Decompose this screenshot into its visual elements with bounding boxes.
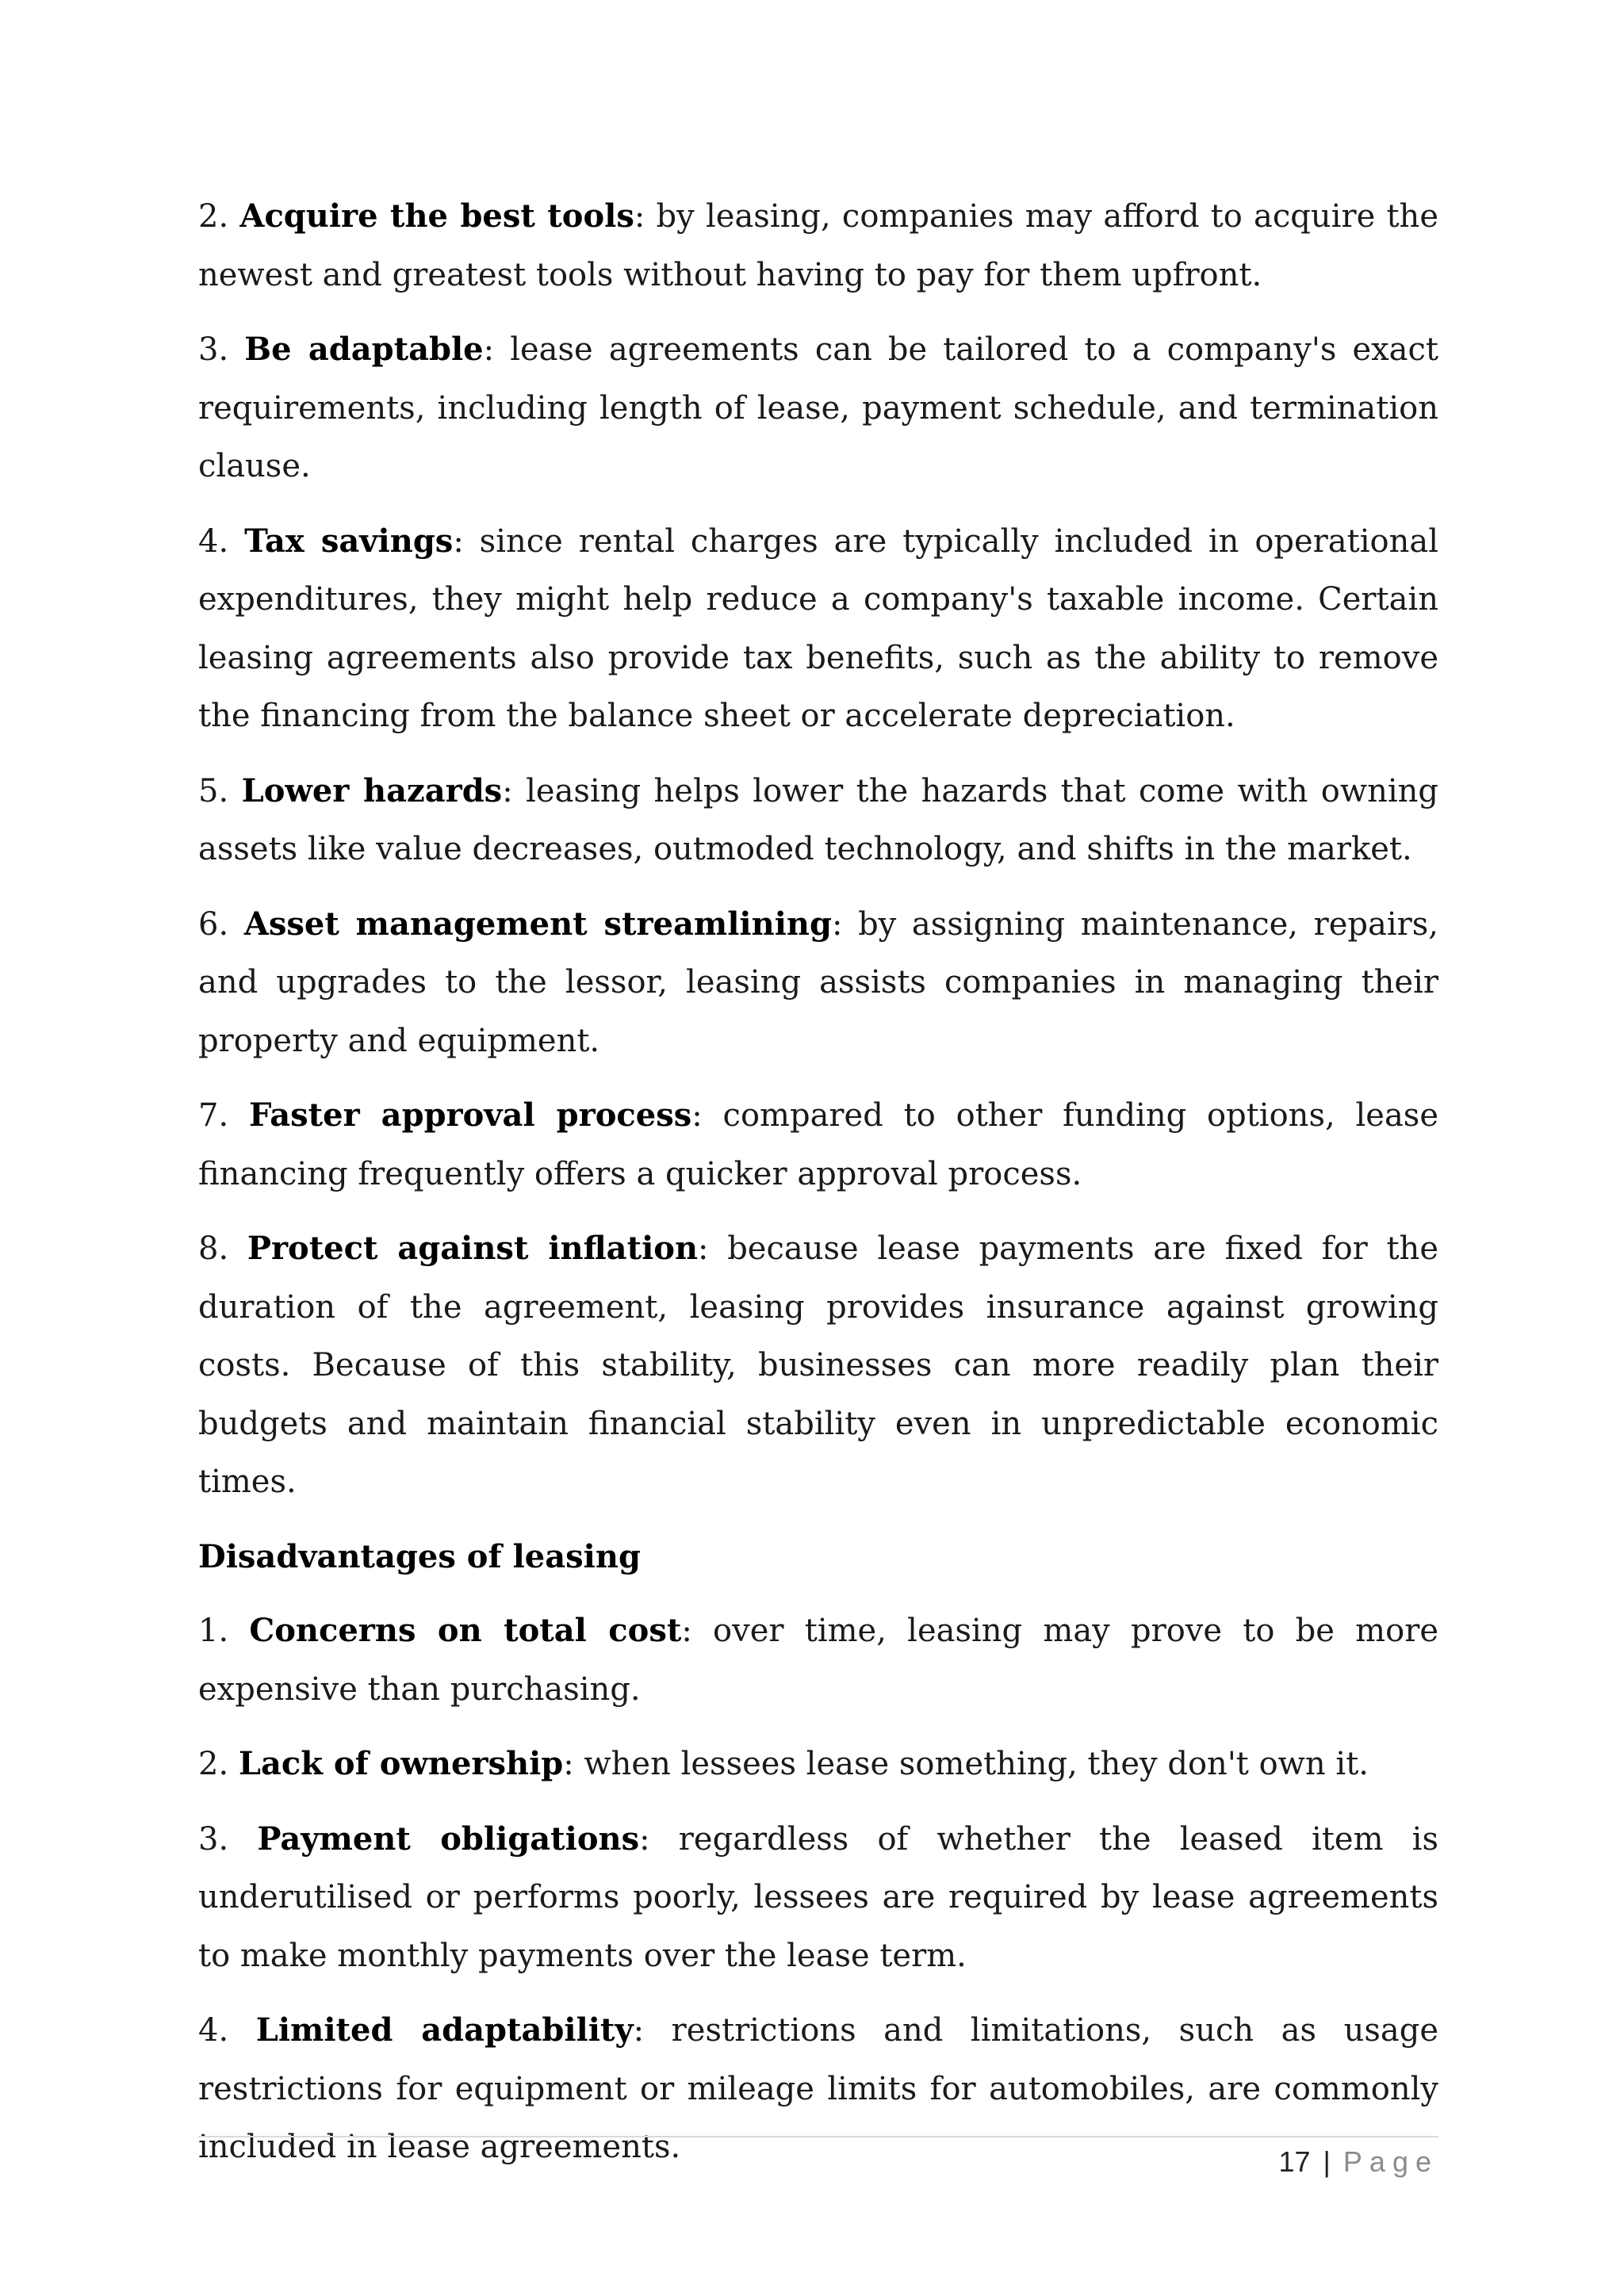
item-text: : leasing helps lower the hazards that come with owning assets like value decreases, outmoded technology, and shifts in the market. — [198, 772, 1439, 867]
item-term: Be adaptable — [244, 331, 484, 368]
item-number: 2. — [198, 198, 229, 235]
item-text: : since rental charges are typically included in operational expenditures, they might help reduce a company's taxable income. Certain leasing agreements also provide tax benefits, such as the ability to remove the financing from the balance sheet or accelerate depreciation. — [198, 522, 1438, 734]
advantage-item-5 — [198, 762, 1438, 879]
disadvantage-item-2 — [198, 1735, 1438, 1794]
item-term: Concerns on total cost — [249, 1612, 682, 1649]
item-term: Protect against inflation — [247, 1230, 699, 1267]
item-text: : restrictions and limitations, such as usage restrictions for equipment or mileage limits for automobiles, are commonly included in lease agreements. — [198, 2012, 1438, 2165]
item-text: : by leasing, companies may afford to acquire the newest and greatest tools without having to pay for them upfront. — [198, 198, 1438, 293]
item-text: : lease agreements can be tailored to a company's exact requirements, including length of lease, payment schedule, and termination clause. — [198, 331, 1439, 484]
item-term: Faster approval process — [249, 1096, 692, 1134]
disadvantage-item-1 — [198, 1601, 1438, 1719]
disadvantage-item-3 — [198, 1810, 1438, 1986]
footer-separator: | — [1323, 2145, 1331, 2178]
item-number: 6. — [198, 905, 229, 943]
page-label: Page — [1342, 2145, 1438, 2178]
advantage-item-4 — [198, 512, 1438, 746]
footer-divider — [198, 2136, 1438, 2137]
item-text: : over time, leasing may prove to be more expensive than purchasing. — [198, 1613, 1438, 1708]
item-text: : regardless of whether the leased item is underutilised or performs poorly, lessees are required by lease agreements to make monthly payments over the lease term. — [198, 1820, 1438, 1974]
item-term: Asset management streamlining — [243, 905, 832, 943]
item-number: 3. — [198, 1820, 229, 1858]
item-number: 7. — [198, 1097, 229, 1134]
advantage-item-7 — [198, 1086, 1438, 1203]
item-term: Limited adaptability — [255, 2011, 634, 2049]
item-text: : because lease payments are fixed for the duration of the agreement, leasing provides insurance against growing costs. Because of this stability, businesses can more readily plan their budgets and maintain financial stability even in unpredictable economic times. — [198, 1230, 1438, 1500]
item-number: 2. — [198, 1746, 229, 1782]
page-content — [198, 187, 1438, 2193]
item-number: 4. — [198, 2012, 229, 2049]
item-text: : compared to other funding options, lease financing frequently offers a quicker approval process. — [198, 1097, 1439, 1192]
section-heading: Disadvantages of leasing — [198, 1537, 641, 1575]
item-text: : by assigning maintenance, repairs, and upgrades to the lessor, leasing assists companies in managing their property and equipment. — [198, 905, 1439, 1059]
advantage-item-2 — [198, 187, 1438, 304]
item-number: 4. — [198, 522, 229, 560]
advantage-item-6 — [198, 895, 1438, 1071]
advantage-item-3 — [198, 320, 1438, 496]
page-footer — [1278, 2142, 1438, 2182]
item-number: 8. — [198, 1230, 229, 1267]
disadvantage-item-4 — [198, 2001, 1438, 2177]
item-term: Acquire the best tools — [239, 197, 634, 235]
item-term: Lack of ownership — [238, 1745, 564, 1782]
item-number: 5. — [198, 772, 229, 809]
item-number: 3. — [198, 331, 229, 368]
item-text: : when lessees lease something, they don't own it. — [563, 1746, 1369, 1782]
item-term: Tax savings — [244, 522, 454, 560]
item-term: Lower hazards — [241, 771, 503, 809]
item-number: 1. — [198, 1613, 229, 1649]
page-number: 17 — [1278, 2145, 1311, 2178]
advantage-item-8 — [198, 1219, 1438, 1512]
item-term: Payment obligations — [257, 1820, 640, 1858]
